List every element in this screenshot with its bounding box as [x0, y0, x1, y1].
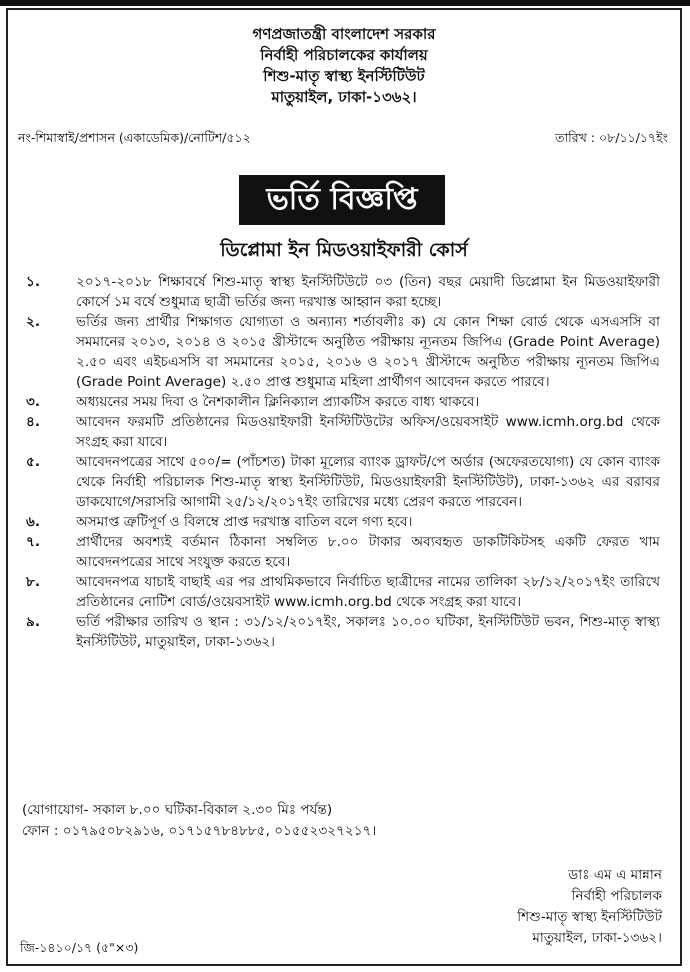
item-text: অধ্যয়নের সময় দিবা ও নৈশকালীন ক্লিনিক্যাল প্র্যাকটিস করতে বাধ্য থাকবে।	[76, 394, 480, 410]
item-number: ৫.	[26, 454, 40, 470]
top-rule	[0, 0, 690, 6]
reference-line	[18, 130, 668, 150]
list-item	[26, 452, 660, 512]
item-number: ২.	[26, 314, 41, 330]
course-title: ডিপ্লোমা ইন মিডওয়াইফারী কোর্স	[220, 239, 468, 261]
item-text: ভর্তির জন্য প্রার্থীর শিক্ষাগত যোগ্যতা ও অন্যান্য শর্তাবলীঃ ক) যে কোন শিক্ষা বোর্ড থেকে এসএসসি বা সমমানের ২০১৩, ২০১৪ ও ২০১৫ খ্রীস্টাব্দে অনুষ্ঠিত পরীক্ষায় ন্যূনতম জিপিএ (Grade Point Average) ২.৫০ এবং এইচএসসি বা সমমানের ২০১৫, ২০১৬ ও ২০১৭ খ্রীস্টাব্দে অনুষ্ঠিত পরীক্ষায় ন্যূনতম জিপিএ (Grade Point Average) ২.৫০ প্রাপ্ত শুধুমাত্র মহিলা প্রার্থীগণ আবেদন করতে পারবে।	[76, 314, 660, 390]
signatory-name: ডাঃ এম এ মান্নান	[568, 867, 662, 883]
item-text: আবেদনপত্রের সাথে ৫০০/= (পাঁচশত) টাকা মূল্যের ব্যাংক ড্রাফট/পে অর্ডার (অফেরতযোগ্য) যে কোন ব্যাংক থেকে নির্বাহী পরিচালক শিশু-মাতৃ স্বাস্থ্য ইনস্টিটিউট, মিডওয়াইফারী ইনস্টিটিউট), ঢাকা-১৩৬২ এর বরাবর ডাকযোগে/সরাসরি আগামী ২৫/১২/২০১৭ইং তারিখের মধ্যে প্রেরণ করতে পারবেন।	[76, 454, 660, 510]
institute-name: শিশু-মাতৃ স্বাস্থ্য ইনস্টিটিউট	[263, 67, 425, 85]
ad-code: জি-১৪১০/১৭ (৫"×৩)	[20, 940, 139, 955]
contact-hours: (যোগাযোগ- সকাল ৮.০০ ঘটিকা-বিকাল ২.৩০ মিঃ পর্যন্ত)	[22, 802, 333, 818]
government-name: গণপ্রজাতন্ত্রী বাংলাদেশ সরকার	[252, 25, 436, 43]
list-item	[26, 272, 660, 312]
notice-date: তারিখ : ০৮/১১/১৭ইং	[555, 130, 668, 145]
signatory-address: মাতুয়াইল, ঢাকা-১৩৬২।	[532, 930, 662, 946]
item-text: অসমাপ্ত ত্রুটিপূর্ণ ও বিলম্বে প্রাপ্ত দরখাস্ত বাতিল বলে গণ্য হবে।	[76, 514, 413, 530]
office-name: নির্বাহী পরিচালকের কার্যালয়	[260, 46, 428, 64]
signatory-org: শিশু-মাতৃ স্বাস্থ্য ইনস্টিটিউট	[517, 909, 662, 925]
item-text: ভর্তি পরীক্ষার তারিখ ও স্থান : ৩১/১২/২০১৭ইং, সকালঃ ১০.০০ ঘটিকা, ইনস্টিটিউট ভবন, শিশু-মাতৃ স্বাস্থ্য ইনস্টিটিউট, মাতুয়াইল, ঢাকা-১৩৬২।	[76, 614, 660, 650]
item-text: আবেদন ফরমটি প্রতিষ্ঠানের মিডওয়াইফারী ইনস্টিটিউটের অফিস/ওয়েবসাইট www.icmh.org.bd থেকে সংগ্রহ করা যাবে।	[76, 414, 660, 450]
office-header	[8, 24, 680, 108]
signatory-title: নির্বাহী পরিচালক	[571, 888, 662, 904]
item-text: ২০১৭-২০১৮ শিক্ষাবর্ষে শিশু-মাতৃ স্বাস্থ্য ইনস্টিটিউটে ০৩ (তিন) বছর মেয়াদী ডিপ্লোমা ইন মিডওয়াইফারী কোর্সে ১ম বর্ষে শুধুমাত্র ছাত্রী ভর্তির জন্য দরখাস্ত আহ্বান করা হচ্ছে।	[76, 274, 660, 310]
item-number: ১.	[26, 274, 40, 290]
admission-notice-banner: ভর্তি বিজ্ঞপ্তি	[239, 175, 445, 225]
list-item	[26, 572, 660, 612]
list-item	[26, 392, 660, 412]
item-number: ৪.	[26, 414, 40, 430]
item-number: ৩.	[26, 394, 41, 410]
list-item	[26, 512, 660, 532]
list-item	[26, 612, 660, 652]
notice-frame	[6, 8, 682, 966]
item-number: ৬.	[26, 514, 41, 530]
list-item	[26, 412, 660, 452]
institute-address: মাতুয়াইল, ঢাকা-১৩৬২।	[271, 88, 417, 106]
memo-number: নং-শিমাস্বাই/প্রশাসন (একাডেমিক)/নোটিশ/৫১২	[18, 130, 251, 145]
list-item	[26, 532, 660, 572]
contact-info	[22, 800, 376, 842]
item-text: প্রার্থীদের অবশ্যই বর্তমান ঠিকানা সম্বলিত ৮.০০ টাকার অব্যবহৃত ডাকটিকিটসহ একটি ফেরত খাম আবেদনপত্রের সাথে সংযুক্ত করতে হবে।	[76, 534, 660, 570]
contact-phone: ফোন : ০১৭৯৫০৮২৯১৬, ০১৭১৫৭৮৪৮৮৫, ০১৫৫২৩২৭২১৭।	[22, 823, 377, 839]
notice-items	[26, 272, 660, 652]
item-number: ৮.	[26, 574, 40, 590]
item-text: আবেদনপত্র যাচাই বাছাই এর পর প্রাথমিকভাবে নির্বাচিত ছাত্রীদের নামের তালিকা ২৮/১২/২০১৭ইং তারিখে প্রতিষ্ঠানের নোটিশ বোর্ড/ওয়েবসাইট www.icmh.org.bd থেকে সংগ্রহ করা যাবে।	[76, 574, 660, 610]
signature-block	[517, 865, 662, 949]
item-number: ৭.	[26, 534, 41, 550]
list-item	[26, 312, 660, 392]
item-number: ৯.	[26, 614, 40, 630]
